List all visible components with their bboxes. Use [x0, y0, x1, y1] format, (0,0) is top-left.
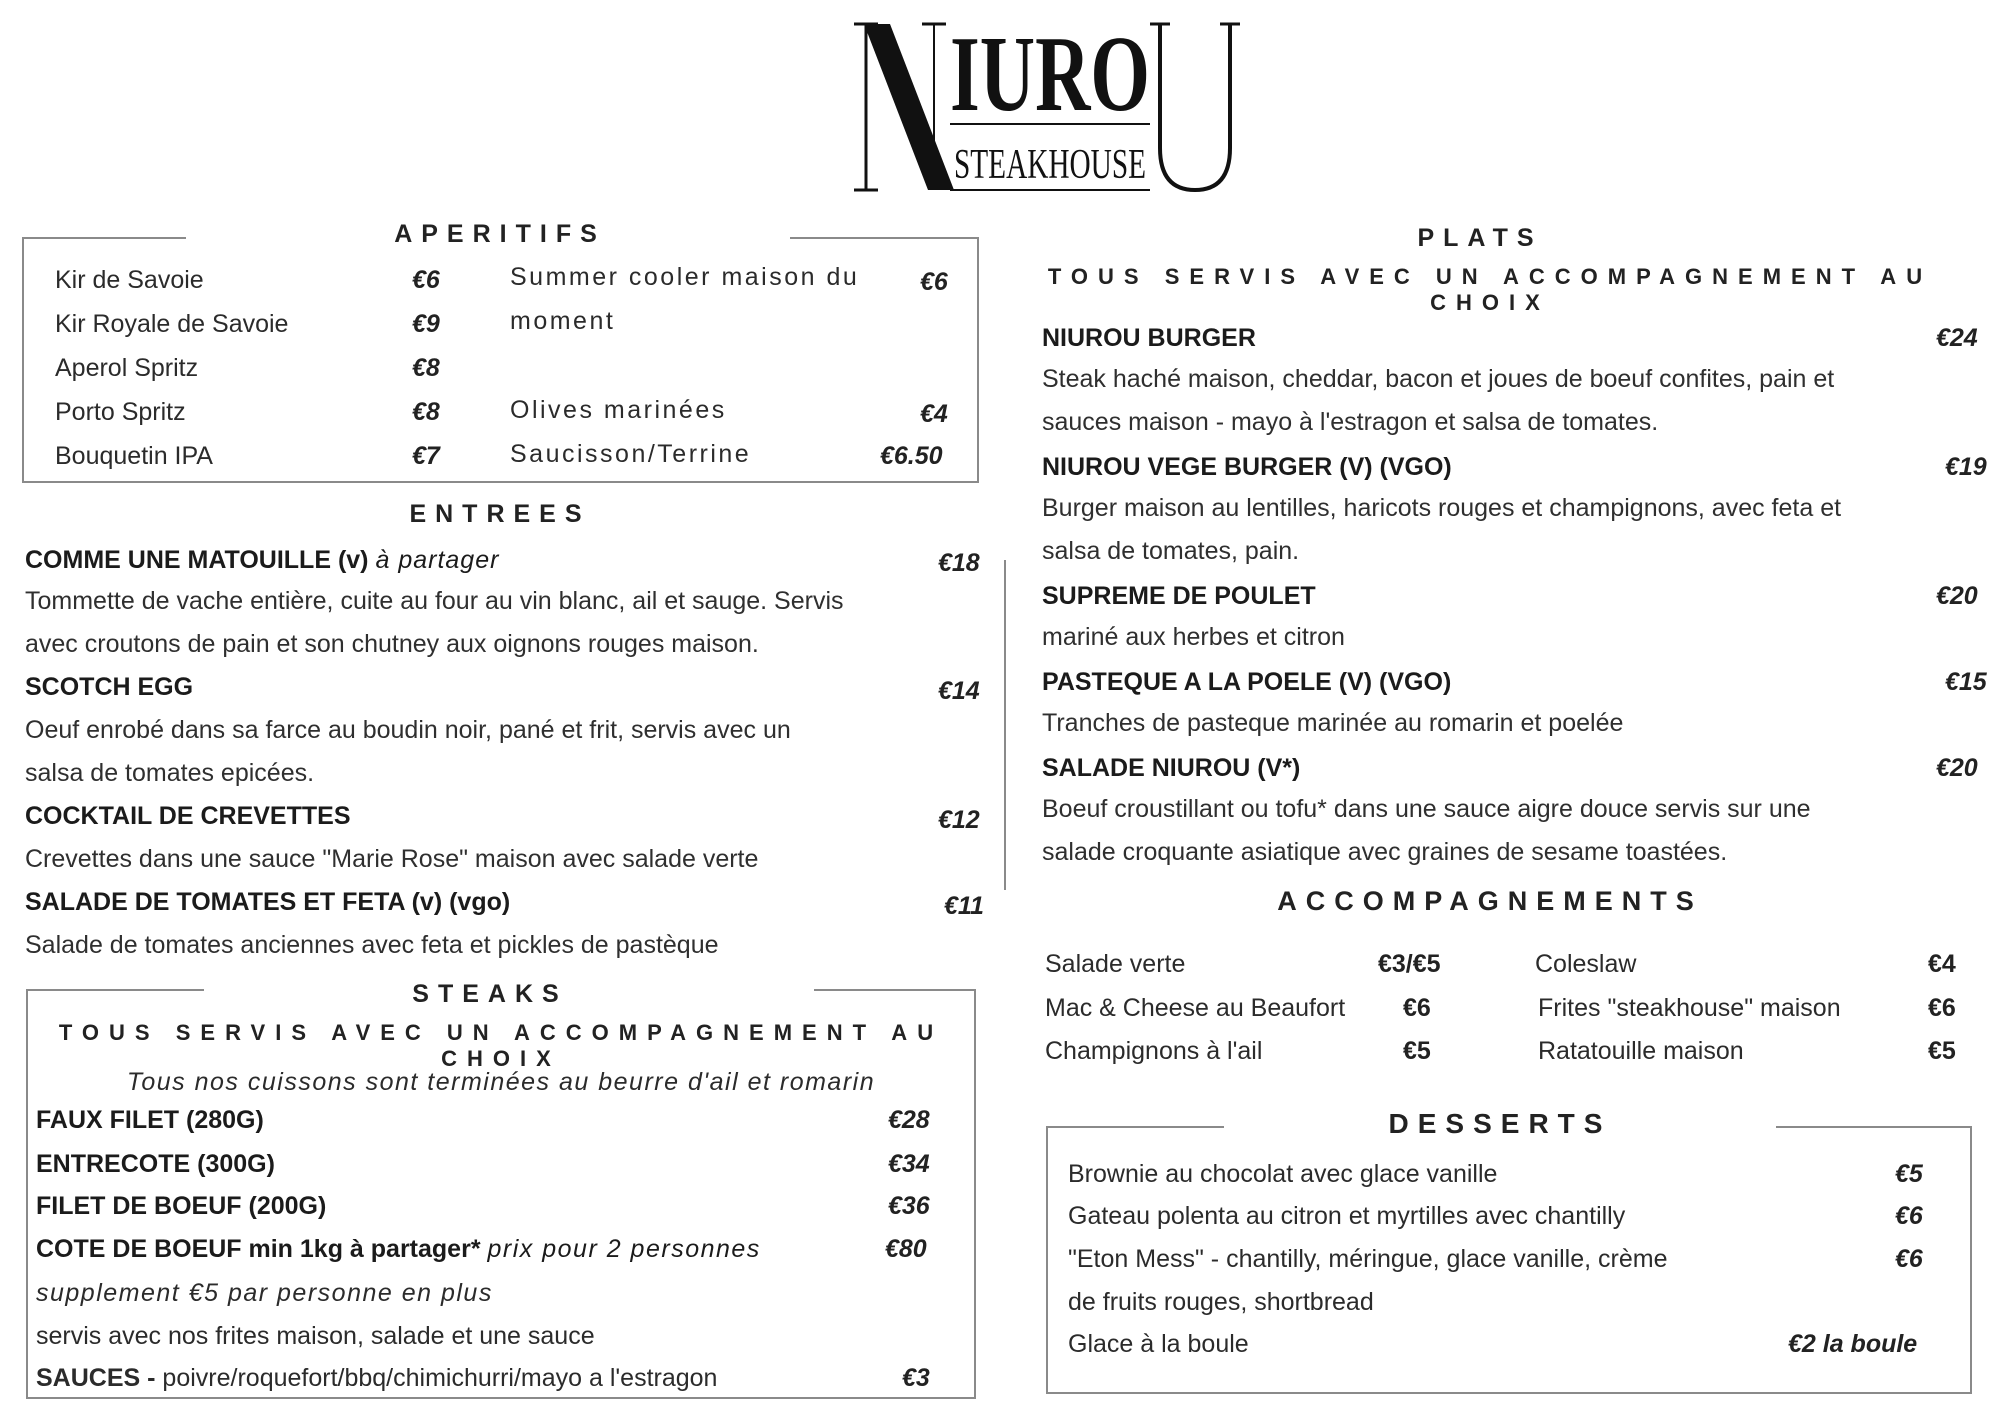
- aperitif-name: Summer cooler maison du: [510, 263, 860, 291]
- plat-name: NIUROU VEGE BURGER (V) (VGO): [1042, 453, 1452, 481]
- plat-description: Boeuf croustillant ou tofu* dans une sauce aigre douce servis sur une: [1042, 795, 1811, 823]
- dessert-name: Gateau polenta au citron et myrtilles avec chantilly: [1068, 1202, 1626, 1230]
- aperitif-price: €9: [412, 310, 440, 338]
- aperitif-price: €6: [412, 266, 440, 294]
- aperitif-name: Kir Royale de Savoie: [55, 310, 289, 338]
- steak-price: €28: [888, 1106, 930, 1134]
- steaks-title: STEAKS: [412, 980, 568, 1008]
- steak-name: FILET DE BOEUF (200G): [36, 1192, 327, 1220]
- dish-note: à partager: [375, 546, 500, 574]
- steak-supplement: supplement €5 par personne en plus: [36, 1279, 493, 1307]
- steak-name: FAUX FILET (280G): [36, 1106, 264, 1134]
- plat-price: €15: [1945, 668, 1987, 696]
- side-name: Champignons à l'ail: [1045, 1037, 1263, 1065]
- plat-description: mariné aux herbes et citron: [1042, 623, 1345, 651]
- steak-title: COTE DE BOEUF min 1kg à partager*: [36, 1235, 481, 1263]
- aperitif-price: €8: [412, 354, 440, 382]
- divider: [1004, 560, 1006, 890]
- aperitif-name: Bouquetin IPA: [55, 442, 213, 470]
- side-price: €3/€5: [1378, 950, 1441, 978]
- aperitif-name: Aperol Spritz: [55, 354, 199, 382]
- plat-name: SUPREME DE POULET: [1042, 582, 1316, 610]
- dish-price: €18: [938, 549, 980, 577]
- side-name: Ratatouille maison: [1538, 1037, 1744, 1065]
- aperitif-name: moment: [510, 307, 616, 335]
- aperitif-price: €7: [412, 442, 440, 470]
- steak-price: €36: [888, 1192, 930, 1220]
- steak-served: servis avec nos frites maison, salade et une sauce: [36, 1322, 595, 1350]
- dish-name: [25, 546, 499, 575]
- entrees-title: ENTREES: [409, 500, 591, 528]
- aperitif-price: €4: [920, 400, 948, 428]
- steak-name: ENTRECOTE (300G): [36, 1150, 275, 1178]
- plat-description: salade croquante asiatique avec graines de sesame toastées.: [1042, 838, 1728, 866]
- sauces-list: poivre/roquefort/bbq/chimichurri/mayo a l'estragon: [162, 1364, 718, 1392]
- aperitif-price: €8: [412, 398, 440, 426]
- steaks-note: Tous nos cuissons sont terminées au beurre d'ail et romarin: [126, 1068, 876, 1096]
- aperitif-name: Kir de Savoie: [55, 266, 204, 294]
- plat-name: NIUROU BURGER: [1042, 324, 1256, 352]
- dish-description: avec croutons de pain et son chutney aux oignons rouges maison.: [25, 630, 759, 658]
- sauces-label: SAUCES -: [36, 1364, 156, 1392]
- steak-price: €34: [888, 1150, 930, 1178]
- aperitifs-title: APERITIFS: [394, 220, 606, 248]
- logo-graphic: [850, 18, 1240, 198]
- dish-price: €11: [944, 892, 984, 920]
- logo-brand: IURO: [950, 18, 1150, 134]
- plat-description: Steak haché maison, cheddar, bacon et joues de boeuf confites, pain et: [1042, 365, 1835, 393]
- dish-price: €12: [938, 806, 980, 834]
- aperitif-name: Saucisson/Terrine: [510, 440, 752, 468]
- steak-note: prix pour 2 personnes: [487, 1235, 761, 1263]
- plats-title: PLATS: [1417, 224, 1543, 252]
- aperitif-price: €6.50: [880, 442, 943, 470]
- dish-name: SALADE DE TOMATES ET FETA (v) (vgo): [25, 888, 511, 916]
- sauces-price: €3: [902, 1364, 930, 1392]
- plat-description: sauces maison - mayo à l'estragon et salsa de tomates.: [1042, 408, 1659, 436]
- dessert-price: €6: [1895, 1245, 1923, 1273]
- dish-name: SCOTCH EGG: [25, 673, 194, 701]
- plat-price: €24: [1936, 324, 1978, 352]
- side-price: €6: [1928, 994, 1956, 1022]
- dish-price: €14: [938, 677, 980, 705]
- steak-price: €80: [885, 1235, 927, 1263]
- dish-description: Crevettes dans une sauce "Marie Rose" maison avec salade verte: [25, 845, 759, 873]
- aperitif-price: €6: [920, 268, 948, 296]
- side-price: €5: [1928, 1037, 1956, 1065]
- steak-name: [36, 1235, 761, 1264]
- dessert-price: €6: [1895, 1202, 1923, 1230]
- side-price: €6: [1403, 994, 1431, 1022]
- dessert-name: de fruits rouges, shortbread: [1068, 1288, 1374, 1316]
- dish-description: Tommette de vache entière, cuite au four au vin blanc, ail et sauge. Servis: [25, 587, 844, 615]
- dish-title: COMME UNE MATOUILLE (v): [25, 546, 369, 574]
- dish-description: Oeuf enrobé dans sa farce au boudin noir, pané et frit, servis avec un: [25, 716, 791, 744]
- accompagnements-title: ACCOMPAGNEMENTS: [1277, 886, 1703, 916]
- desserts-title: DESSERTS: [1388, 1108, 1612, 1139]
- plat-description: salsa de tomates, pain.: [1042, 537, 1300, 565]
- plat-price: €20: [1936, 754, 1978, 782]
- dessert-name: Brownie au chocolat avec glace vanille: [1068, 1160, 1498, 1188]
- dessert-price: €5: [1895, 1160, 1923, 1188]
- side-name: Mac & Cheese au Beaufort: [1045, 994, 1346, 1022]
- dessert-price: €2 la boule: [1788, 1330, 1918, 1358]
- dish-description: salsa de tomates epicées.: [25, 759, 315, 787]
- dish-description: Salade de tomates anciennes avec feta et pickles de pastèque: [25, 931, 719, 959]
- side-name: Frites "steakhouse" maison: [1538, 994, 1841, 1022]
- logo: [850, 18, 1240, 198]
- aperitif-name: Porto Spritz: [55, 398, 186, 426]
- dish-name: COCKTAIL DE CREVETTES: [25, 802, 351, 830]
- plat-price: €19: [1945, 453, 1987, 481]
- side-name: Salade verte: [1045, 950, 1186, 978]
- sauces: [36, 1364, 717, 1393]
- side-name: Coleslaw: [1535, 950, 1637, 978]
- plats-subtitle: TOUS SERVIS AVEC UN ACCOMPAGNEMENT AU CHOIX: [1047, 264, 1933, 315]
- side-price: €5: [1403, 1037, 1431, 1065]
- plat-name: PASTEQUE A LA POELE (V) (VGO): [1042, 668, 1452, 696]
- plat-description: Burger maison au lentilles, haricots rouges et champignons, avec feta et: [1042, 494, 1842, 522]
- logo-subtitle: STEAKHOUSE: [954, 142, 1146, 188]
- plat-name: SALADE NIUROU (V*): [1042, 754, 1301, 782]
- dessert-name: "Eton Mess" - chantilly, méringue, glace vanille, crème: [1068, 1245, 1668, 1273]
- side-price: €4: [1928, 950, 1956, 978]
- dessert-name: Glace à la boule: [1068, 1330, 1249, 1358]
- steaks-subtitle: TOUS SERVIS AVEC UN ACCOMPAGNEMENT AU CHOIX: [58, 1020, 944, 1071]
- aperitif-name: Olives marinées: [510, 396, 727, 424]
- plat-price: €20: [1936, 582, 1978, 610]
- plat-description: Tranches de pasteque marinée au romarin et poelée: [1042, 709, 1624, 737]
